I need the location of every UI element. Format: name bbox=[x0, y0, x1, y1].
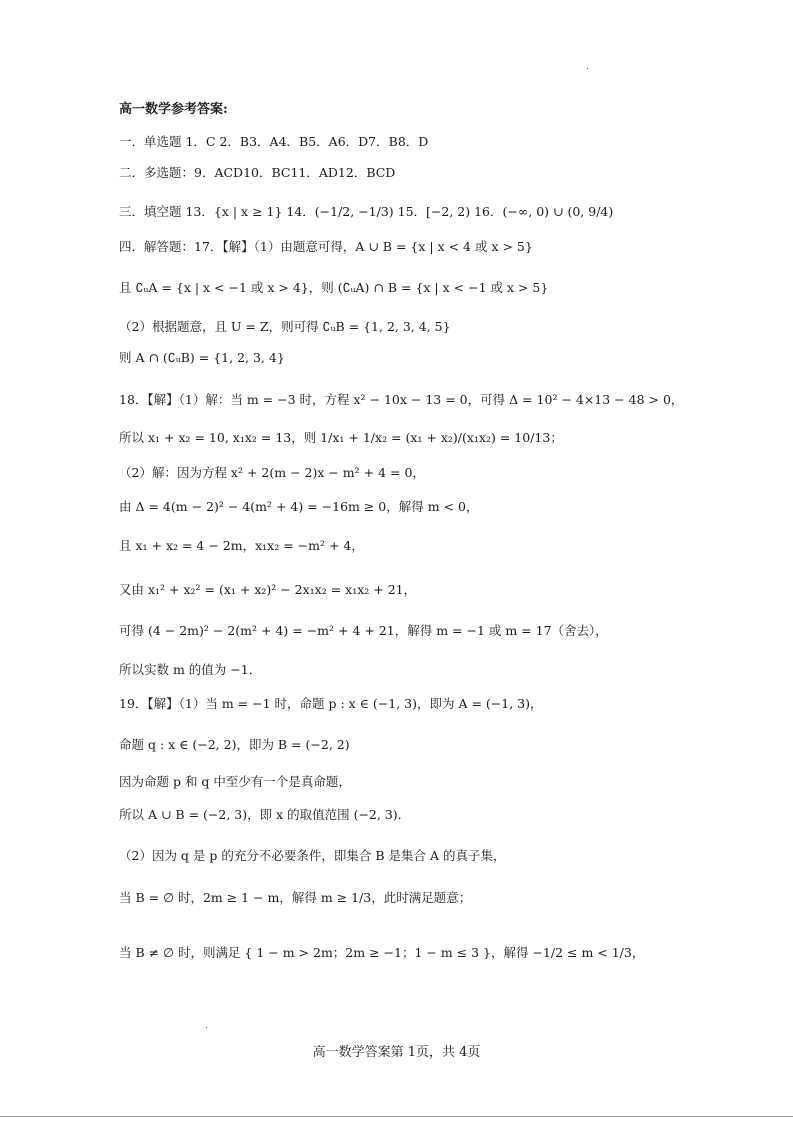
page-footer: 高一数学答案第 1页，共 4页 bbox=[312, 1045, 481, 1060]
q19-part1-line4: 所以 A ∪ B = (−2, 3)，即 x 的取值范围 (−2, 3)． bbox=[119, 807, 411, 822]
multiple-choice-answers: 二．多选题：9．ACD10．BC11．AD12．BCD bbox=[119, 165, 396, 180]
bottom-divider bbox=[0, 1116, 793, 1117]
q19-part1-line1: 19．【解】（1）当 m = −1 时，命题 p : x ∈ (−1, 3)，即为 A = (−1, 3)， bbox=[119, 696, 543, 711]
q19-part1-line3: 因为命题 p 和 q 中至少有一个是真命题， bbox=[119, 774, 351, 789]
q18-part2-line4: 又由 x₁² + x₂² = (x₁ + x₂)² − 2x₁x₂ = x₁x₂ + 21， bbox=[119, 582, 417, 597]
q19-part2-line1: （2）因为 q 是 p 的充分不必要条件，即集合 B 是集合 A 的真子集， bbox=[119, 848, 506, 863]
scan-speck bbox=[206, 1027, 207, 1028]
single-choice-answers: 一．单选题 1．C 2．B3．A4．B5．A6．D7．B8．D bbox=[119, 134, 429, 149]
q18-part2-line1: （2）解：因为方程 x² + 2(m − 2)x − m² + 4 = 0， bbox=[119, 465, 425, 480]
scan-speck bbox=[587, 68, 588, 69]
q18-conclusion: 所以实数 m 的值为 −1． bbox=[119, 662, 262, 677]
q18-part2-line3: 且 x₁ + x₂ = 4 − 2m，x₁x₂ = −m² + 4， bbox=[119, 538, 364, 553]
q17-part1-line1: 四．解答题：17．【解】（1）由题意可得，A ∪ B = {x | x < 4 或 x > 5} bbox=[119, 239, 533, 254]
q17-part1-line2: 且 ∁ᵤA = {x | x < −1 或 x > 4}，则 (∁ᵤA) ∩ B = {x | x < −1 或 x > 5} bbox=[119, 280, 549, 295]
fill-in-answers: 三．填空题 13．{x | x ≥ 1} 14．(−1/2, −1/3) 15．[−2, 2) 16．(−∞, 0) ∪ (0, 9/4) bbox=[119, 204, 614, 219]
q19-part1-line2: 命题 q : x ∈ (−2, 2)，即为 B = (−2, 2) bbox=[119, 737, 350, 752]
q19-part2-line3: 当 B ≠ ∅ 时，则满足 { 1 − m > 2m；2m ≥ −1；1 − m ≤ 3 }，解得 −1/2 ≤ m < 1/3， bbox=[119, 945, 645, 960]
q18-part1-line2: 所以 x₁ + x₂ = 10, x₁x₂ = 13，则 1/x₁ + 1/x₂ = (x₁ + x₂)/(x₁x₂) = 10/13； bbox=[119, 430, 563, 445]
q18-part1-line1: 18．【解】（1）解：当 m = −3 时，方程 x² − 10x − 13 = 0，可得 Δ = 10² − 4×13 − 48 > 0， bbox=[119, 392, 684, 407]
q19-part2-line2: 当 B = ∅ 时，2m ≥ 1 − m，解得 m ≥ 1/3，此时满足题意； bbox=[119, 890, 472, 905]
page-heading: 高一数学参考答案: bbox=[119, 102, 228, 117]
q18-part2-line2: 由 Δ = 4(m − 2)² − 4(m² + 4) = −16m ≥ 0，解得 m < 0， bbox=[119, 499, 479, 514]
q17-part2-line2: 则 A ∩ (∁ᵤB) = {1, 2, 3, 4} bbox=[119, 350, 285, 365]
q17-part2-line1: （2）根据题意，且 U = Z，则可得 ∁ᵤB = {1, 2, 3, 4, 5} bbox=[119, 319, 451, 334]
q18-part2-line5: 可得 (4 − 2m)² − 2(m² + 4) = −m² + 4 + 21，解得 m = −1 或 m = 17（舍去）， bbox=[119, 623, 608, 638]
